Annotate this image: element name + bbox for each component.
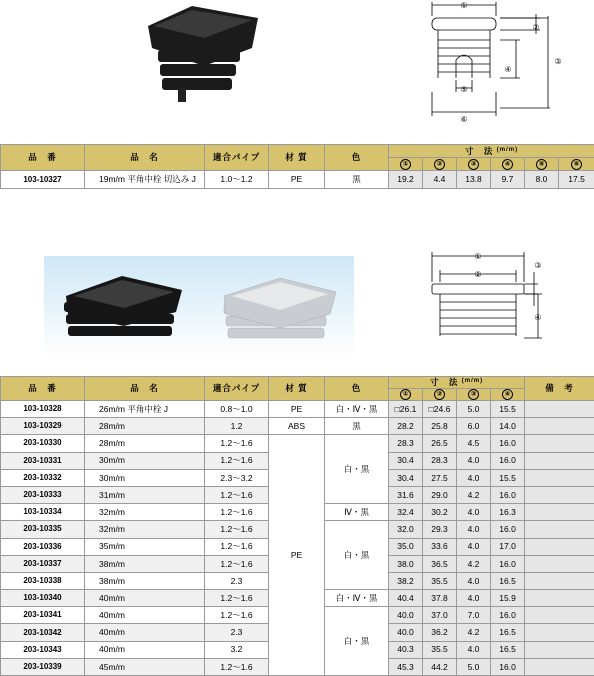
product-name: 45m/m [85,658,205,675]
dimension-value: 28.3 [423,452,457,469]
dimension-value: 4.0 [457,469,491,486]
dimension-value: 28.2 [389,418,423,435]
dimension-value: 35.5 [423,641,457,658]
dimension-value: 4.0 [457,572,491,589]
diagram2-label-1: ① [474,252,482,261]
product-code: 203-10339 [1,658,85,675]
dimension-value: 26.5 [423,435,457,452]
diagram-label-1: ① [460,1,468,10]
dimension-value: □26.1 [389,401,423,418]
dimension-value: 16.0 [491,452,525,469]
product-name: 38m/m [85,555,205,572]
remarks [525,555,594,572]
product-code: 203-10336 [1,538,85,555]
header-dim-2: ② [423,389,457,401]
dimension-value: 5.0 [457,658,491,675]
dimension-value: 30.4 [389,452,423,469]
remarks [525,486,594,503]
dimension-value: 16.5 [491,624,525,641]
dimension-value: 16.0 [491,521,525,538]
remarks [525,607,594,624]
dimension-value: 5.0 [457,401,491,418]
table-row [1,418,594,435]
pipe-thickness: 1.2 [205,418,269,435]
diagram-label-5: ⑤ [460,85,468,94]
dimension-value: □24.6 [423,401,457,418]
header-material: 材 質 [269,145,325,171]
remarks [525,658,594,675]
dimension-value: 40.3 [389,641,423,658]
product-name: 31m/m [85,486,205,503]
dimension-value: 45.3 [389,658,423,675]
product-code: 103-10334 [1,504,85,521]
diagram-label-3: ③ [554,57,562,66]
remarks [525,521,594,538]
table-row [1,435,594,452]
pipe-thickness: 1.2～1.6 [205,521,269,538]
product-name: 26m/m 平角中栓 J [85,401,205,418]
pipe-thickness: 3.2 [205,641,269,658]
table-row [1,401,594,418]
header-dim-4: ④ [491,389,525,401]
dimension-value: 16.0 [491,435,525,452]
dimension-value: 40.0 [389,607,423,624]
dimension-value: 4.0 [457,521,491,538]
product-code: 203-10333 [1,486,85,503]
diagram2-label-4: ④ [534,313,542,322]
pipe-thickness: 1.2～1.6 [205,504,269,521]
dimension-value: 15.5 [491,469,525,486]
pipe-thickness: 1.2～1.6 [205,486,269,503]
diagram-label-2: ② [532,23,540,32]
dimension-value: 31.6 [389,486,423,503]
product-code: 203-10332 [1,469,85,486]
dimension-value: 4.5 [457,435,491,452]
dimension-diagram-2 [420,244,580,344]
color: 白・Ⅳ・黒 [325,401,389,418]
product-name: 30m/m [85,469,205,486]
dimension-value: 38.0 [389,555,423,572]
product-name: 30m/m [85,452,205,469]
dimension-value: 16.0 [491,658,525,675]
dimension-value: 6.0 [457,418,491,435]
dimension-value: 29.0 [423,486,457,503]
color: 白・黒 [325,521,389,590]
product-code: 203-10341 [1,607,85,624]
product-photo-black-cap-1 [140,0,280,112]
remarks [525,572,594,589]
remarks [525,590,594,607]
remarks [525,418,594,435]
diagram-label-4: ④ [504,65,512,74]
pipe-thickness: 1.2～1.6 [205,555,269,572]
header-name: 品 名 [85,377,205,401]
product-name: 40m/m [85,624,205,641]
dimension-value: 16.0 [491,486,525,503]
product-name: 35m/m [85,538,205,555]
dimension-value: 32.4 [389,504,423,521]
material: PE [269,435,325,676]
dimension-value: 40.0 [389,624,423,641]
header-dimensions: 寸 法 $^{(m/m)}$ [389,377,525,389]
product-code: 103-10328 [1,401,85,418]
dimension-value: 25.8 [423,418,457,435]
dimension-value: 32.0 [389,521,423,538]
pipe-thickness: 1.2～1.6 [205,435,269,452]
table-row: 103-10327 19m/m 平角中栓 切込み J 1.0～1.2 PE 黒 19.2 4.4 13.8 9.7 8.0 17.5 [1,171,594,189]
header-dim-5: ⑤ [525,158,559,171]
dimension-value: 4.0 [457,538,491,555]
dimension-value: 4.0 [457,641,491,658]
dimension-value: 40.4 [389,590,423,607]
color: 黒 [325,418,389,435]
product-code: 103-10329 [1,418,85,435]
header-dim-3: ③ [457,389,491,401]
dimension-value: 30.2 [423,504,457,521]
spec-table-2 [0,376,594,676]
header-remarks: 備 考 [525,377,594,401]
product-photo-caps-2 [44,256,354,356]
product-name: 40m/m [85,590,205,607]
header-code: 品 番 [1,145,85,171]
product-code: 203-10331 [1,452,85,469]
product-code: 103-10340 [1,590,85,607]
spec-table-1 [0,144,594,189]
remarks [525,624,594,641]
dimension-value: 30.4 [389,469,423,486]
product-code: 203-10337 [1,555,85,572]
dimension-value: 36.5 [423,555,457,572]
remarks [525,435,594,452]
pipe-thickness: 1.2～1.6 [205,538,269,555]
pipe-thickness: 1.2～1.6 [205,658,269,675]
dimension-value: 4.0 [457,452,491,469]
product-name: 38m/m [85,572,205,589]
dimension-diagram-1 [420,0,570,125]
header-name: 品 名 [85,145,205,171]
header-pipe: 適合パイプ [205,145,269,171]
header-dim-2: ② [423,158,457,171]
header-material: 材 質 [269,377,325,401]
diagram2-label-3: ③ [534,261,542,270]
pipe-thickness: 1.2～1.6 [205,607,269,624]
header-color: 色 [325,377,389,401]
dimension-value: 27.5 [423,469,457,486]
product-code: 203-10338 [1,572,85,589]
product-name: 40m/m [85,641,205,658]
header-dim-4: ④ [491,158,525,171]
color: 白・黒 [325,607,389,676]
color: 白・Ⅳ・黒 [325,590,389,607]
dimension-value: 4.2 [457,624,491,641]
dimension-value: 33.6 [423,538,457,555]
color: Ⅳ・黒 [325,504,389,521]
diagram-label-6: ⑥ [460,115,468,124]
dimension-value: 36.2 [423,624,457,641]
dimension-value: 16.5 [491,572,525,589]
dimension-value: 16.0 [491,555,525,572]
remarks [525,401,594,418]
product-code: 203-10342 [1,624,85,641]
color: 白・黒 [325,435,389,504]
dimension-value: 16.3 [491,504,525,521]
dimension-value: 15.5 [491,401,525,418]
pipe-thickness: 2.3 [205,572,269,589]
dimension-value: 38.2 [389,572,423,589]
remarks [525,469,594,486]
pipe-thickness: 0.8～1.0 [205,401,269,418]
dimension-value: 17.0 [491,538,525,555]
header-pipe: 適合パイプ [205,377,269,401]
product-name: 32m/m [85,521,205,538]
product-code: 203-10335 [1,521,85,538]
product-name: 28m/m [85,418,205,435]
material: ABS [269,418,325,435]
product-code: 203-10343 [1,641,85,658]
pipe-thickness: 2.3～3.2 [205,469,269,486]
header-color: 色 [325,145,389,171]
product-code: 203-10330 [1,435,85,452]
dimension-value: 35.0 [389,538,423,555]
pipe-thickness: 1.2～1.6 [205,590,269,607]
material: PE [269,401,325,418]
header-dim-6: ⑥ [559,158,594,171]
dimension-value: 4.0 [457,590,491,607]
pipe-thickness: 1.2～1.6 [205,452,269,469]
dimension-value: 16.0 [491,607,525,624]
product-name: 40m/m [85,607,205,624]
header-dimensions: 寸 法 $^{(m/m)}$ [389,145,594,158]
pipe-thickness: 2.3 [205,624,269,641]
header-dim-3: ③ [457,158,491,171]
remarks [525,452,594,469]
diagram2-label-2: ② [474,270,482,279]
header-dim-1: ① [389,158,423,171]
dimension-value: 15.9 [491,590,525,607]
product-name: 28m/m [85,435,205,452]
dimension-value: 4.2 [457,555,491,572]
remarks [525,641,594,658]
dimension-value: 28.3 [389,435,423,452]
dimension-value: 37.0 [423,607,457,624]
remarks [525,538,594,555]
remarks [525,504,594,521]
dimension-value: 4.2 [457,486,491,503]
dimension-value: 4.0 [457,504,491,521]
header-code: 品 番 [1,377,85,401]
dimension-value: 44.2 [423,658,457,675]
product-name: 32m/m [85,504,205,521]
dimension-value: 29.3 [423,521,457,538]
dimension-value: 37.8 [423,590,457,607]
dimension-value: 14.0 [491,418,525,435]
header-dim-1: ① [389,389,423,401]
dimension-value: 16.5 [491,641,525,658]
dimension-value: 35.5 [423,572,457,589]
dimension-value: 7.0 [457,607,491,624]
